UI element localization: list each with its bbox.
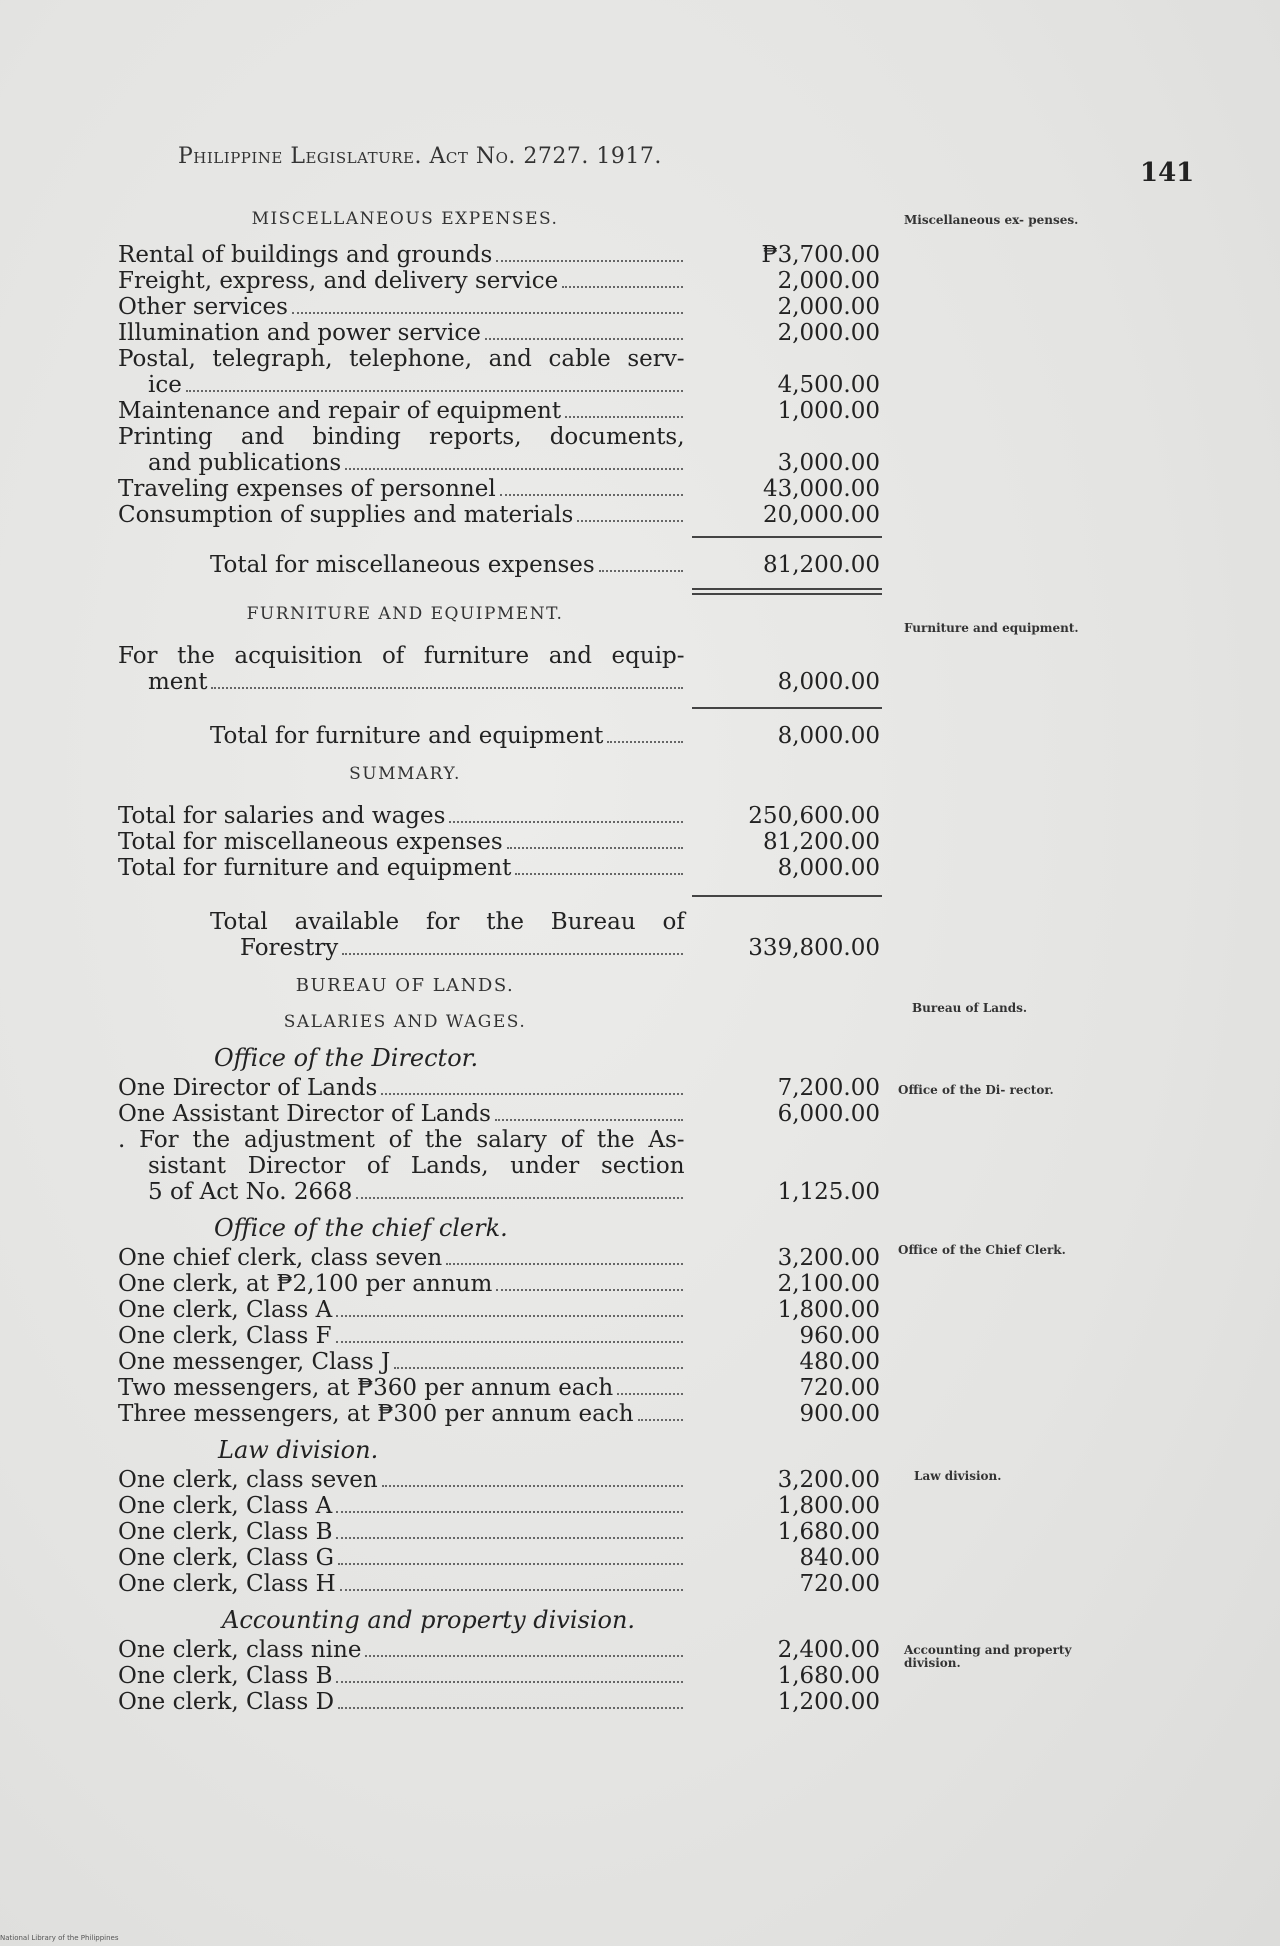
item-amount: 960.00 [799, 1323, 880, 1349]
law-item [118, 1571, 898, 1597]
item-amount: 1,680.00 [777, 1519, 880, 1545]
item-amount: 8,000.00 [777, 669, 880, 695]
total-amount: 8,000.00 [777, 723, 880, 749]
item-amount: 1,800.00 [777, 1297, 880, 1323]
item-desc: One chief clerk, class seven [118, 1245, 443, 1271]
item-desc-line2: sistant Director of Lands, under section [148, 1153, 685, 1179]
assistant-director-item [118, 1101, 898, 1127]
item-desc-line1: . For the adjustment of the salary of the As- [118, 1127, 685, 1153]
item-desc: One Assistant Director of Lands [118, 1101, 491, 1127]
item-desc: One Director of Lands [118, 1075, 378, 1101]
side-note-law: Law division. [914, 1469, 1002, 1483]
item-desc: Freight, express, and delivery service [118, 268, 559, 294]
law-heading: Law division. [218, 1436, 379, 1464]
item-desc: One clerk, Class A [118, 1297, 333, 1323]
lands-salaries-heading: SALARIES AND WAGES. [283, 1012, 527, 1032]
lands-heading: BUREAU OF LANDS. [295, 975, 515, 996]
item-amount: 2,000.00 [777, 320, 880, 346]
item-desc: Two messengers, at ₱360 per annum each [118, 1375, 614, 1401]
item-amount: 1,125.00 [777, 1179, 880, 1205]
item-desc-line1: For the acquisition of furniture and equip- [118, 643, 685, 669]
chief-clerk-item [118, 1375, 898, 1401]
item-desc: One clerk, class nine [118, 1637, 362, 1663]
footer-credit: National Library of the Philippines [0, 1934, 119, 1942]
furniture-heading: FURNITURE AND EQUIPMENT. [246, 604, 564, 624]
item-desc: One clerk, Class A [118, 1493, 333, 1519]
item-amount: 1,800.00 [777, 1493, 880, 1519]
item-desc: One clerk, Class B [118, 1519, 333, 1545]
item-desc: One clerk, at ₱2,100 per annum [118, 1271, 493, 1297]
law-item [118, 1493, 898, 1519]
item-amount: 480.00 [799, 1349, 880, 1375]
summary-total [118, 909, 898, 961]
item-amount: 81,200.00 [762, 829, 880, 855]
item-desc: Three messengers, at ₱300 per annum each [118, 1401, 634, 1427]
item-desc: One clerk, Class B [118, 1663, 333, 1689]
item-desc: One clerk, Class F [118, 1323, 332, 1349]
chief-clerk-item [118, 1271, 898, 1297]
item-amount: 2,000.00 [777, 268, 880, 294]
misc-item-printing [118, 424, 898, 476]
item-amount: 1,680.00 [777, 1663, 880, 1689]
summary-misc [118, 829, 898, 855]
chief-clerk-item [118, 1245, 898, 1271]
item-amount: 3,200.00 [777, 1245, 880, 1271]
chief-clerk-item [118, 1401, 898, 1427]
item-amount: 2,400.00 [777, 1637, 880, 1663]
summary-furniture [118, 855, 898, 881]
misc-item-rental [118, 242, 898, 268]
chief-clerk-heading: Office of the chief clerk. [214, 1214, 508, 1242]
item-amount: 3,200.00 [777, 1467, 880, 1493]
accounting-item [118, 1689, 898, 1715]
accounting-item [118, 1637, 898, 1663]
appropriation-column [118, 206, 898, 1715]
item-desc: Rental of buildings and grounds [118, 242, 493, 268]
summary-salaries [118, 803, 898, 829]
total-desc-line2: Forestry [240, 935, 339, 961]
misc-item-postal [118, 346, 898, 398]
furniture-total [118, 723, 898, 749]
item-amount: 720.00 [799, 1375, 880, 1401]
item-desc: One messenger, Class J [118, 1349, 391, 1375]
side-note-misc: Miscellaneous ex- penses. [904, 213, 1079, 227]
item-desc-line2: ment [148, 669, 208, 695]
item-amount: 1,200.00 [777, 1689, 880, 1715]
misc-item-consumption [118, 502, 898, 528]
item-amount: 2,100.00 [777, 1271, 880, 1297]
item-desc-line1: Postal, telegraph, telephone, and cable serv- [118, 346, 685, 372]
subtotal-rule [692, 895, 882, 897]
item-amount: 2,000.00 [777, 294, 880, 320]
side-note-accounting: Accounting and property division. [904, 1643, 1072, 1670]
item-amount: 43,000.00 [762, 476, 880, 502]
summary-heading: SUMMARY. [349, 764, 461, 784]
item-amount: 7,200.00 [777, 1075, 880, 1101]
item-desc: One clerk, Class G [118, 1545, 334, 1571]
total-double-rule [692, 588, 882, 595]
accounting-heading: Accounting and property division. [222, 1606, 636, 1634]
item-amount: 720.00 [799, 1571, 880, 1597]
director-item [118, 1075, 898, 1101]
running-head: Philippine Legislature. Act No. 2727. 1917. [178, 144, 662, 169]
item-amount: 1,000.00 [777, 398, 880, 424]
item-amount: 840.00 [799, 1545, 880, 1571]
item-desc-line2: and publications [148, 450, 342, 476]
item-desc: Maintenance and repair of equipment [118, 398, 562, 424]
item-desc: Total for salaries and wages [118, 803, 446, 829]
item-desc: One clerk, Class D [118, 1689, 335, 1715]
chief-clerk-item [118, 1349, 898, 1375]
law-item [118, 1545, 898, 1571]
item-desc-line1: Printing and binding reports, documents, [118, 424, 685, 450]
misc-item-illumination [118, 320, 898, 346]
page-number: 141 [1140, 158, 1195, 188]
item-desc-line2: ice [148, 372, 182, 398]
law-item [118, 1519, 898, 1545]
chief-clerk-item [118, 1297, 898, 1323]
side-note-chief-clerk: Office of the Chief Clerk. [898, 1243, 1066, 1257]
total-amount: 81,200.00 [762, 552, 880, 578]
total-desc: Total for furniture and equipment [210, 723, 604, 749]
law-item [118, 1467, 898, 1493]
accounting-item [118, 1663, 898, 1689]
item-desc: Consumption of supplies and materials [118, 502, 574, 528]
misc-item-other [118, 294, 898, 320]
total-amount: 339,800.00 [748, 935, 880, 961]
item-desc-line3: 5 of Act No. 2668 [148, 1179, 353, 1205]
chief-clerk-item [118, 1323, 898, 1349]
director-heading: Office of the Director. [214, 1044, 479, 1072]
item-desc: Total for miscellaneous expenses [118, 829, 503, 855]
item-amount: 20,000.00 [762, 502, 880, 528]
side-note-lands: Bureau of Lands. [912, 1001, 1028, 1015]
subtotal-rule [692, 536, 882, 538]
side-note-director: Office of the Di- rector. [898, 1083, 1054, 1097]
item-amount: 900.00 [799, 1401, 880, 1427]
total-desc: Total for miscellaneous expenses [210, 552, 595, 578]
item-amount: 6,000.00 [777, 1101, 880, 1127]
misc-item-maintenance [118, 398, 898, 424]
misc-item-freight [118, 268, 898, 294]
side-note-furniture: Furniture and equipment. [904, 621, 1079, 635]
total-desc-line1: Total available for the Bureau of [210, 909, 685, 935]
subtotal-rule [692, 707, 882, 709]
item-amount: 4,500.00 [777, 372, 880, 398]
adjustment-item [118, 1127, 898, 1205]
item-amount: 3,000.00 [777, 450, 880, 476]
item-desc: Traveling expenses of personnel [118, 476, 496, 502]
furniture-item [118, 643, 898, 695]
item-amount: 250,600.00 [748, 803, 880, 829]
item-desc: Illumination and power service [118, 320, 481, 346]
item-desc: Total for furniture and equipment [118, 855, 512, 881]
item-desc: Other services [118, 294, 288, 320]
item-desc: One clerk, class seven [118, 1467, 378, 1493]
item-amount: ₱3,700.00 [761, 242, 880, 268]
item-amount: 8,000.00 [777, 855, 880, 881]
misc-total [118, 552, 898, 578]
misc-item-traveling [118, 476, 898, 502]
misc-heading: MISCELLANEOUS EXPENSES. [251, 209, 559, 229]
item-desc: One clerk, Class H [118, 1571, 336, 1597]
